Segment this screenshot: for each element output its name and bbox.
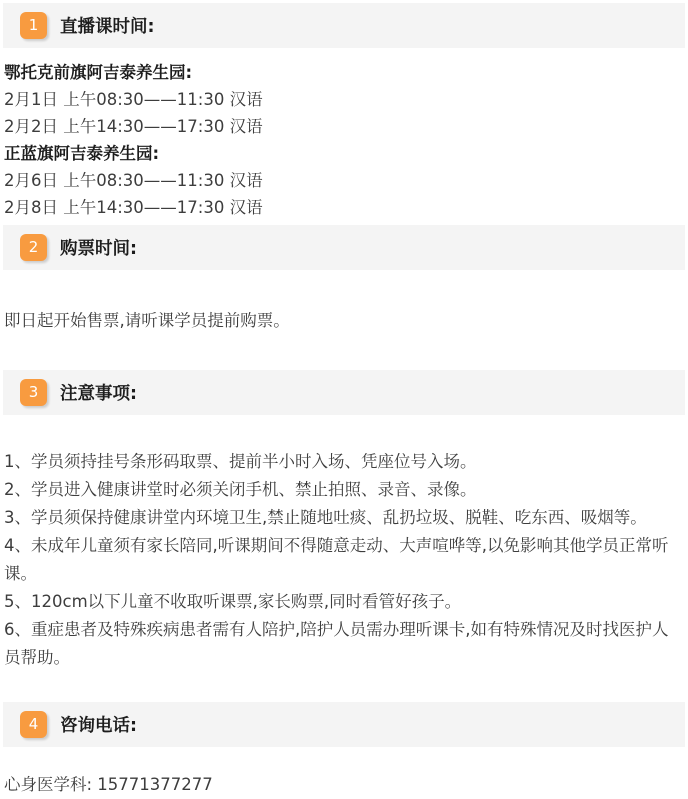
live-class-schedule [0, 59, 688, 221]
ticket-time-info [0, 307, 688, 335]
section-2-number-badge: 2 [20, 234, 47, 261]
notice-list [0, 448, 688, 672]
notice-item: 5、120cm以下儿童不收取听课票,家长购票,同时看管好孩子。 [4, 592, 462, 611]
notice-item: 1、学员须持挂号条形码取票、提前半小时入场、凭座位号入场。 [4, 452, 477, 471]
schedule-line: 2月2日 上午14:30——17:30 汉语 [4, 117, 263, 136]
section-1-header [3, 3, 685, 48]
section-3-number-badge: 3 [20, 379, 47, 406]
notice-item: 6、重症患者及特殊疾病患者需有人陪护,陪护人员需办理听课卡,如有特殊情况及时找医护人员帮助。 [4, 620, 669, 667]
section-3-title: 注意事项: [60, 384, 137, 404]
section-1-title: 直播课时间: [60, 17, 155, 37]
venue-name: 正蓝旗阿吉泰养生园: [4, 144, 160, 163]
schedule-line: 2月6日 上午08:30——11:30 汉语 [4, 171, 263, 190]
schedule-line: 2月1日 上午08:30——11:30 汉语 [4, 90, 263, 109]
section-3-header [3, 370, 685, 415]
schedule-line: 2月8日 上午14:30——17:30 汉语 [4, 198, 263, 217]
section-4-header [3, 702, 685, 747]
contact-phone-line: 心身医学科: 15771377277 [4, 775, 213, 794]
section-2-title: 购票时间: [60, 239, 137, 259]
section-4-title: 咨询电话: [60, 716, 137, 736]
notice-item: 2、学员进入健康讲堂时必须关闭手机、禁止拍照、录音、录像。 [4, 480, 477, 499]
section-4-number-badge: 4 [20, 711, 47, 738]
section-1-number-badge: 1 [20, 12, 47, 39]
ticket-info-text: 即日起开始售票,请听课学员提前购票。 [4, 311, 290, 330]
section-2-header [3, 225, 685, 270]
notice-item: 3、学员须保持健康讲堂内环境卫生,禁止随地吐痰、乱扔垃圾、脱鞋、吃东西、吸烟等。 [4, 508, 647, 527]
notice-item: 4、未成年儿童须有家长陪同,听课期间不得随意走动、大声喧哗等,以免影响其他学员正常听课。 [4, 536, 669, 583]
contact-info [0, 771, 688, 799]
venue-name: 鄂托克前旗阿吉泰养生园: [4, 63, 193, 82]
